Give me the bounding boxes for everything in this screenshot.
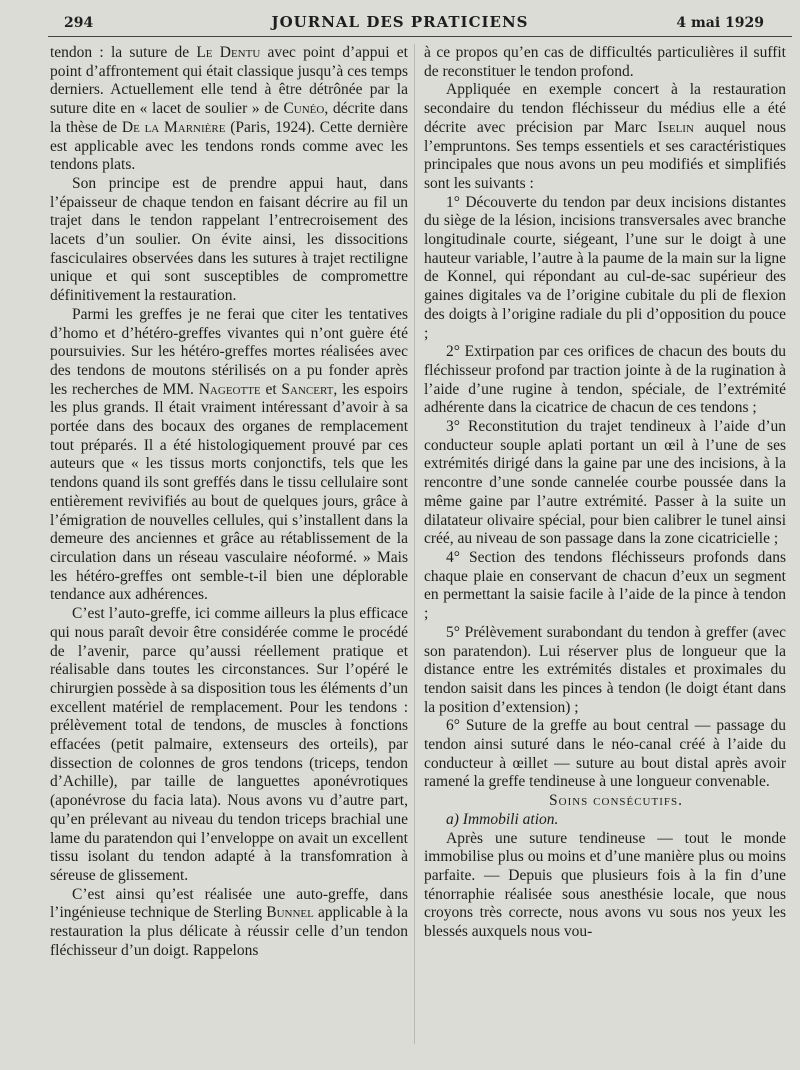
author-name: Nageotte	[198, 380, 261, 398]
page-header	[0, 0, 800, 40]
text: avec point d’appui et point d’affrontement qui était classique jusqu’à ces temps derniers. Actuellement elle tend à être détrônée par la suture dite en « lacet de soulier » de	[50, 44, 408, 118]
text: (Paris, 1924). Cette dernière est applicable avec les tendons ronds comme avec les tendons plats.	[50, 118, 408, 174]
text: et	[260, 380, 282, 398]
text: , décrite dans la thèse de	[50, 100, 408, 136]
text: applicable à la restauration la plus délicate à réussir celle d’un tendon fléchisseur d’un doigt. Rappelons	[50, 904, 408, 959]
text: Parmi les greffes je ne ferai que citer les tentatives d’homo et d’hétéro-greffes vivantes qui n’ont guère été poursuivies. Sur les hétéro-greffes mortes réalisées avec des tendons de moutons stérilisés on a pu fonder après les recherches de MM.	[50, 305, 408, 398]
subheading-label: a)	[446, 810, 463, 828]
right-column	[424, 44, 786, 942]
page-number: 294	[64, 15, 94, 31]
list-item: 2° Extirpation par ces orifices de chacun des bouts du fléchisseur profond par traction jointe à de la rugination à l’aide d’une rugine à tendon, spéciale, de l’extrémité adhérente dans la cicatrice de chacun de ces tendons ;	[424, 343, 786, 417]
paragraph: Après une suture tendineuse — tout le monde immobilise plus ou moins et d’une manière plus ou moins parfaite. — Depuis que plusieurs fois à la fin d’une ténorraphie réalisée sous anesthésie locale, que nous croyons très correcte, nous avons vu sous nos yeux les blessés auxquels nous vou-	[424, 829, 786, 941]
list-item: 6° Suture de la greffe au bout central — passage du tendon ainsi suturé dans le néo-canal créé à l’aide du conducteur à œillet — suture au bout distal après avoir ramené la greffe tendineuse à une longueur convenable.	[424, 717, 786, 791]
author-name: Bunnel	[266, 904, 314, 922]
section-heading: Soins consécutifs.	[549, 792, 683, 810]
text: Appliquée en exemple concert à la restauration secondaire du tendon fléchisseur du médius elle a été décrite avec précision par Marc	[424, 81, 786, 136]
issue-date: 4 mai 1929	[676, 15, 764, 31]
author-name: Le Dentu	[196, 44, 261, 61]
header-rule	[48, 36, 792, 37]
author-name: Cunéo	[283, 100, 325, 118]
list-item: 3° Reconstitution du trajet tendineux à l’aide d’un conducteur souple aplati portant un œil à l’une de ses extrémités dirigé dans la gaine par une des incisions, à la rencontre d’une sonde cannelée courbe poussée dans la même gaine par l’autre extrémité. Passer à la suite un dilatateur olivaire spécial, pour bien calibrer le tunel ainsi créé, au niveau de son passage dans la zone cicatricielle ;	[424, 418, 786, 548]
journal-title: JOURNAL DES PRATICIENS	[271, 13, 529, 31]
paragraph: C’est l’auto-greffe, ici comme ailleurs la plus efficace qui nous paraît devoir être considérée comme le procédé de l’avenir, parce qu’aussi réellement pratique et réalisable dans toutes les circonstances. Sur l’opéré le chirurgien possède à sa disposition tous les éléments d’un excellent matériel de remplacement. Pour les tendons : prélèvement total de tendons, de muscles à fonctions effacées (petit palmaire, extenseurs des orteils), par dissection de colonnes de gros tendons (triceps, tendon d’Achille), par taille de languettes aponévrotiques (aponévrose du facia lata). Nous avons vu d’autre part, qu’en prélevant au niveau du tendon triceps brachial une lame du paratendon qui l’enveloppe on avait un excellent tissu isolant du tendon adapté à la transfomration à séreuse de glissement.	[50, 605, 408, 884]
left-column	[50, 44, 408, 960]
paragraph	[50, 306, 408, 605]
paragraph: Son principe est de prendre appui haut, dans l’épaisseur de chaque tendon en faisant décrire au fil un trajet dans le tendon rappelant l’entrecroisement des lacets d’un soulier. On évite ainsi, les dissocitions fasciculaires observées dans les sutures à trajet rectiligne unique et qui sont susceptibles de compromettre définitivement la restauration.	[50, 174, 408, 305]
subheading-text: Immobili ation.	[462, 810, 559, 828]
subheading	[424, 811, 786, 830]
author-name: Iselin	[657, 118, 694, 136]
list-item: 5° Prélèvement surabondant du tendon à greffer (avec son paratendon). Lui réserver plus de longueur que la distance entre les extrémités distales et proximales du tendon saisit dans les pinces à tendon (le doigt étant dans la position d’extension) ;	[424, 623, 786, 716]
list-item: 4° Section des tendons fléchisseurs profonds dans chaque plaie en conservant de chacun d’eux un segment en permettant la saisie facile à l’aide de la pince à tendon ;	[424, 548, 786, 623]
paragraph	[50, 44, 408, 175]
text: auquel nous l’empruntons. Ses temps essentiels et ses caractéristiques principales que nous avons un peu modifiés et simplifiés sont les suivants :	[424, 118, 786, 192]
text: C’est ainsi qu’est réalisée une auto-greffe, dans l’ingénieuse technique de Sterling	[50, 885, 408, 922]
paragraph	[50, 886, 408, 961]
author-name: Sancert	[281, 380, 334, 398]
text: tendon : la suture de	[50, 44, 197, 61]
list-item: 1° Découverte du tendon par deux incisions distantes du siège de la lésion, incisions transversales avec branche longitudinale courte, siégeant, l’une sur le doigt à une hauteur variable, l’autre à la paume de la main sur la ligne de Konnel, qui répondant au cul-de-sac supérieur des gaines digitales va de l’origine cubitale du pli de flexion des doigts à l’origine radiale du pli d’opposition du pouce ;	[424, 193, 786, 342]
paragraph: à ce propos qu’en cas de difficultés particulières il suffit de reconstituer le tendon profond.	[424, 44, 786, 80]
author-name: De la Marnière	[121, 118, 226, 136]
column-divider	[414, 44, 415, 1044]
paragraph	[424, 81, 786, 193]
text: , les espoirs les plus grands. Il était vraiment intéressant d’avoir à sa portée dans des bocaux des organes de remplacement tout préparés. Il a été histologiquement prouvé par ces auteurs que « les tissus morts conjonctifs, tels que les tendons quand ils sont greffés dans le tissu cellulaire sont entièrement revivifiés au bout de quelques jours, grâce à l’émigration de nouvelles cellules, qui s’installent dans la demeure des anciennes et grâce au rétablissement de la circulation dans un réseau vasculaire néoformé. » Mais les hétéro-greffes ont semble-t-il bien une déplorable tendance aux adhérences.	[50, 380, 408, 604]
